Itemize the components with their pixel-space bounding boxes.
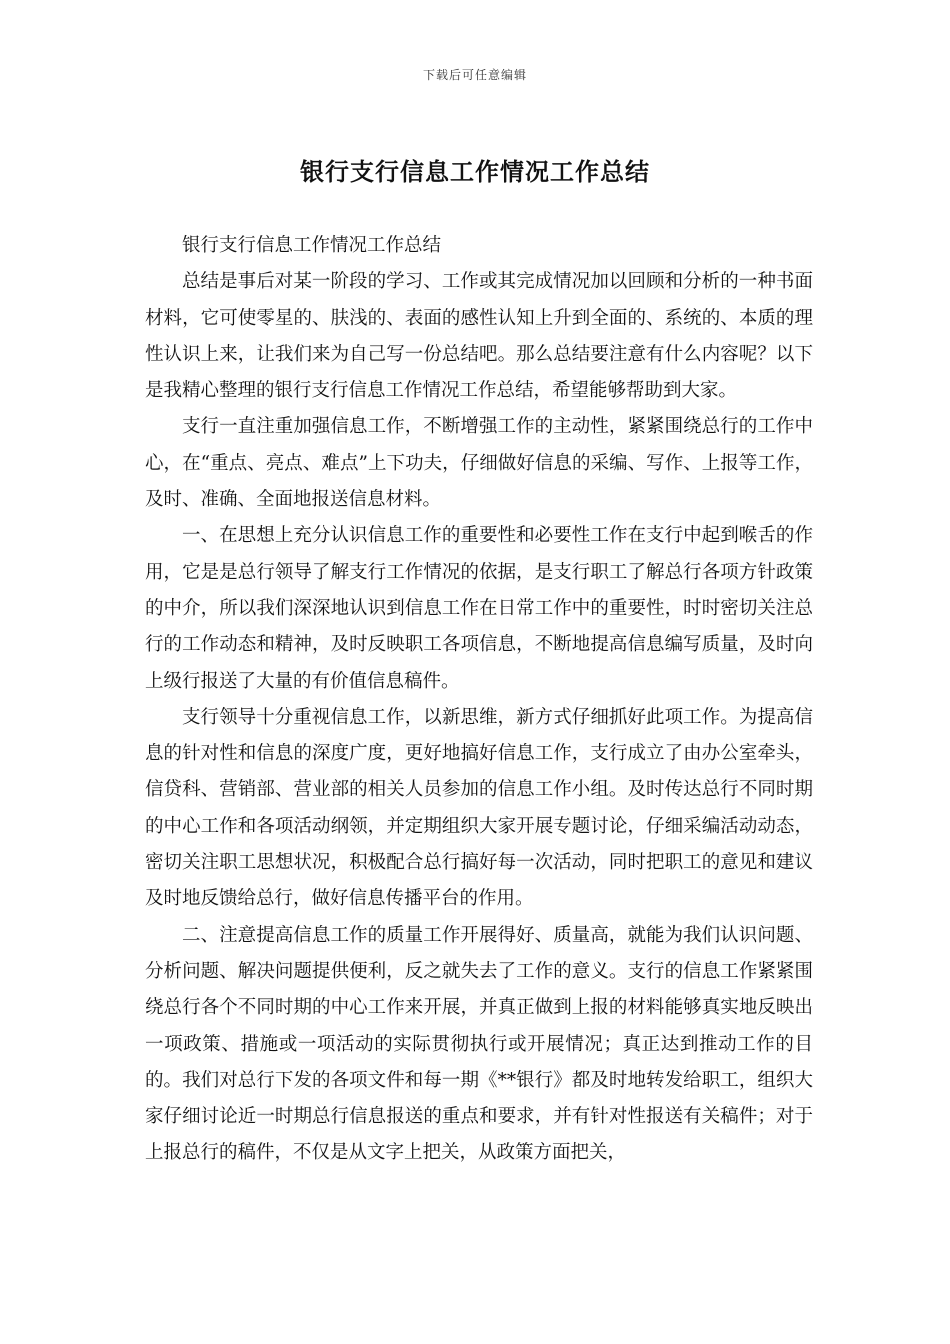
document-title: 银行支行信息工作情况工作总结 (300, 157, 650, 186)
paragraph-intro: 总结是事后对某一阶段的学习、工作或其完成情况加以回顾和分析的一种书面材料，它可使零星的、肤浅的、表面的感性认知上升到全面的、系统的、本质的理性认识上来，让我们来为自己写一份总结吧。那么总结要注意有什么内容呢？以下是我精心整理的银行支行信息工作情况工作总结，希望能够帮助到大家。 (145, 271, 813, 402)
header-note: 下载后可任意编辑 (422, 68, 527, 82)
paragraph-overview: 支行一直注重加强信息工作，不断增强工作的主动性，紧紧围绕总行的工作中心，在“重点、亮点、难点”上下功夫，仔细做好信息的采编、写作、上报等工作，及时、准确、全面地报送信息材料。 (145, 416, 813, 511)
paragraph-section-one: 一、在思想上充分认识信息工作的重要性和必要性工作在支行中起到喉舌的作用，它是是总行领导了解支行工作情况的依据，是支行职工了解总行各项方针政策的中介，所以我们深深地认识到信息工作在日常工作中的重要性，时时密切关注总行的工作动态和精神，及时反映职工各项信息，不断地提高信息编写质量，及时向上级行报送了大量的有价值信息稿件。 (145, 525, 813, 692)
document-body (145, 228, 813, 1172)
paragraph-section-two: 二、注意提高信息工作的质量工作开展得好、质量高，就能为我们认识问题、分析问题、解决问题提供便利，反之就失去了工作的意义。支行的信息工作紧紧围绕总行各个不同时期的中心工作来开展，并真正做到上报的材料能够真实地反映出一项政策、措施或一项活动的实际贯彻执行或开展情况；真正达到推动工作的目的。我们对总行下发的各项文件和每一期《**银行》都及时地转发给职工，组织大家仔细讨论近一时期总行信息报送的重点和要求，并有针对性报送有关稿件；对于上报总行的稿件，不仅是从文字上把关，从政策方面把关， (145, 924, 813, 1164)
paragraph-subtitle: 银行支行信息工作情况工作总结 (182, 235, 442, 256)
paragraph-leadership: 支行领导十分重视信息工作，以新思维，新方式仔细抓好此项工作。为提高信息的针对性和信息的深度广度，更好地搞好信息工作，支行成立了由办公室牵头，信贷科、营销部、营业部的相关人员参加的信息工作小组。及时传达总行不同时期的中心工作和各项活动纲领，并定期组织大家开展专题讨论，仔细采编活动动态，密切关注职工思想状况，积极配合总行搞好每一次活动，同时把职工的意见和建议及时地反馈给总行，做好信息传播平台的作用。 (145, 706, 813, 910)
